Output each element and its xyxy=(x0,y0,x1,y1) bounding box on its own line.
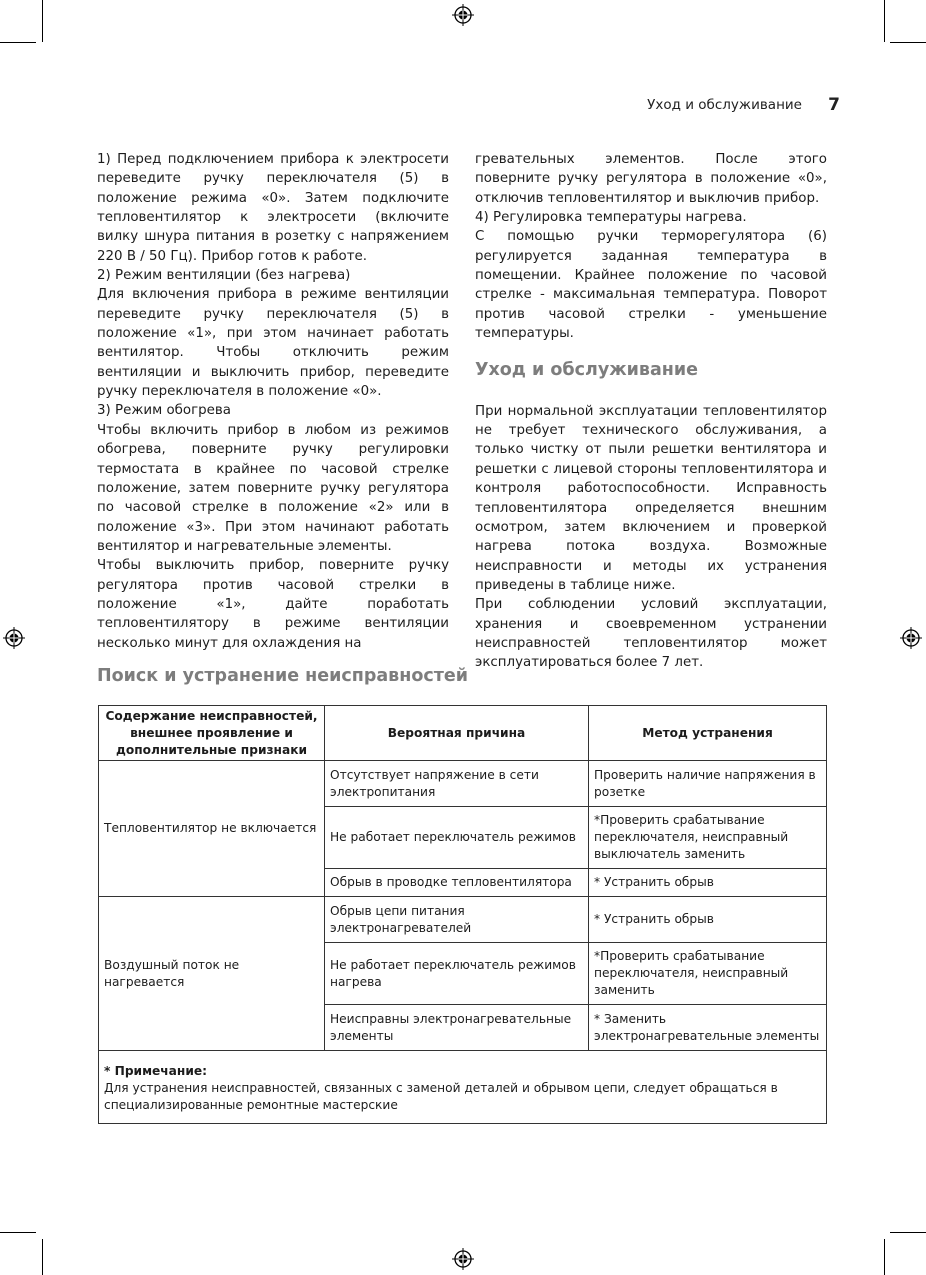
cause-cell: Не работает переключатель режимов нагрева xyxy=(325,943,589,1005)
paragraph: С помощью ручки терморегулятора (6) регулируется заданная температура в помещении. Крайнее положение по часовой стрелке - максимальная температура. Поворот против часовой стрелки - уменьшение температуры. xyxy=(475,229,827,342)
table-row xyxy=(99,761,827,807)
cause-cell: Обрыв цепи питания электронагревателей xyxy=(325,897,589,943)
paragraph: При соблюдении условий эксплуатации, хранения и своевременном устранении неисправностей тепловентилятор может эксплуатироваться более 7 лет. xyxy=(475,597,827,671)
left-column xyxy=(97,150,449,653)
paragraph: Чтобы включить прибор в любом из режимов обогрева, поверните ручку регулировки термостата в крайнее по часовой стрелке положение, затем поверните ручку регулятора по часовой стрелке в положение «2» или в положение «3». При этом начинают работать вентилятор и нагревательные элементы. xyxy=(97,422,449,554)
registration-mark-icon xyxy=(452,1248,474,1270)
column-header-symptom: Содержание неисправностей, внешнее проявление и дополнительные признаки xyxy=(99,706,325,761)
cause-cell: Неисправны электронагревательные элементы xyxy=(325,1005,589,1051)
cause-cell: Не работает переключатель режимов xyxy=(325,807,589,869)
crop-mark xyxy=(884,1239,885,1275)
fix-cell: * Заменить электронагревательные элементы xyxy=(589,1005,827,1051)
column-header-fix: Метод устранения xyxy=(589,706,827,761)
fix-cell: Проверить наличие напряжения в розетке xyxy=(589,761,827,807)
troubleshooting-title: Поиск и устранение неисправностей xyxy=(97,666,469,686)
running-header xyxy=(610,95,840,117)
table-row xyxy=(99,897,827,943)
crop-mark xyxy=(890,1232,926,1233)
crop-mark xyxy=(0,1232,36,1233)
fix-cell: *Проверить срабатывание переключателя, неисправный заменить xyxy=(589,943,827,1005)
troubleshooting-table xyxy=(98,705,827,1124)
note-row xyxy=(99,1051,827,1124)
paragraph: При нормальной эксплуатации тепловентилятор не требует технического обслуживания, а только чистку от пыли решетки вентилятора и решетки с лицевой стороны тепловентилятора и контроля работоспособности. Исправность тепловентилятора определяется внешним осмотром, затем включением и проверкой нагрева потока воздуха. Возможные неисправности и методы их устранения приведены в таблице ниже. xyxy=(475,403,827,593)
right-column xyxy=(475,150,827,673)
fix-cell: *Проверить срабатывание переключателя, неисправный выключатель заменить xyxy=(589,807,827,869)
crop-mark xyxy=(42,0,43,42)
care-section-title: Уход и обслуживание xyxy=(475,360,699,381)
registration-mark-icon xyxy=(452,4,474,26)
paragraph: 1) Перед подключением прибора к электросети переведите ручку переключателя (5) в положение режима «0». Затем подключите тепловентилятор к электросети (включите вилку шнура питания в розетку с напряжением 220 В / 50 Гц). Прибор готов к работе. xyxy=(97,152,449,264)
symptom-cell: Воздушный поток не нагревается xyxy=(99,897,325,1051)
table-header-row xyxy=(99,706,827,761)
paragraph: гревательных элементов. После этого поверните ручку регулятора в положение «0», отключив тепловентилятор и выключив прибор. xyxy=(475,152,827,206)
fix-cell: * Устранить обрыв xyxy=(589,869,827,897)
registration-mark-icon xyxy=(3,627,25,649)
crop-mark xyxy=(884,0,885,42)
note-text: Для устранения неисправностей, связанных с заменой деталей и обрывом цепи, следует обращаться в специализированные ремонтные мастерские xyxy=(104,1081,778,1112)
note-cell xyxy=(99,1051,827,1124)
page-number: 7 xyxy=(828,95,840,115)
crop-mark xyxy=(890,42,926,43)
paragraph: 2) Режим вентиляции (без нагрева) xyxy=(97,268,351,284)
symptom-cell: Тепловентилятор не включается xyxy=(99,761,325,897)
note-title: * Примечание: xyxy=(104,1064,207,1078)
paragraph: Чтобы выключить прибор, поверните ручку регулятора против часовой стрелки в положение «1», дайте поработать тепловентилятору в режиме вентиляции несколько минут для охлаждения на xyxy=(97,558,449,651)
crop-mark xyxy=(0,42,36,43)
cause-cell: Отсутствует напряжение в сети электропитания xyxy=(325,761,589,807)
fix-cell: * Устранить обрыв xyxy=(589,897,827,943)
header-title: Уход и обслуживание xyxy=(647,97,802,113)
cause-cell: Обрыв в проводке тепловентилятора xyxy=(325,869,589,897)
registration-mark-icon xyxy=(900,627,922,649)
column-header-cause: Вероятная причина xyxy=(325,706,589,761)
paragraph: 3) Режим обогрева xyxy=(97,403,231,419)
paragraph: Для включения прибора в режиме вентиляции переведите ручку переключателя (5) в положение «1», при этом начинает работать вентилятор. Чтобы отключить режим вентиляции и выключить прибор, переведите ручку переключателя в положение «0». xyxy=(97,287,449,400)
crop-mark xyxy=(42,1239,43,1275)
paragraph: 4) Регулировка температуры нагрева. xyxy=(475,210,747,226)
